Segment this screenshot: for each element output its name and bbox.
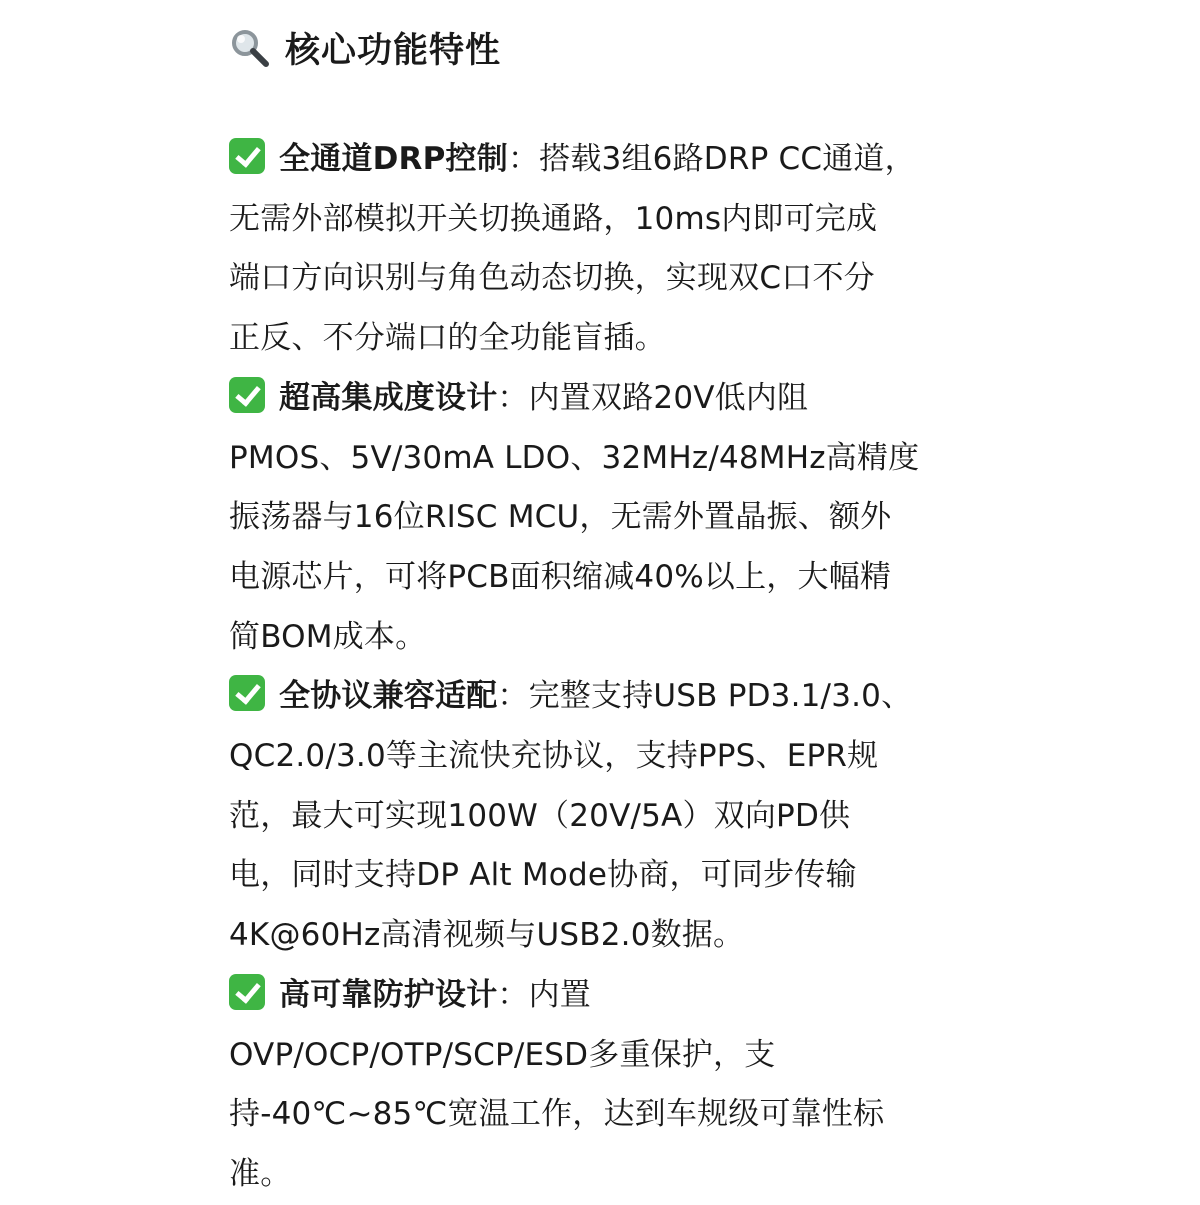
feature-item	[229, 667, 959, 966]
feature-text-line: 范，最大可实现100W（20V/5A）双向PD供	[229, 797, 851, 834]
feature-first-line	[229, 667, 959, 727]
feature-text-line: 简BOM成本。	[229, 618, 427, 655]
feature-first-line	[229, 966, 959, 1026]
check-icon	[229, 974, 265, 1010]
magnifier-icon	[229, 27, 271, 69]
feature-text-line: 持-40℃~85℃宽温工作，达到车规级可靠性标	[229, 1096, 885, 1133]
feature-document	[229, 22, 959, 1205]
feature-text-line: 4K@60Hz高清视频与USB2.0数据。	[229, 917, 745, 954]
feature-title: 全协议兼容适配	[279, 678, 498, 715]
feature-text-line: 搭载3组6路DRP CC通道，	[539, 141, 916, 177]
feature-title: 超高集成度设计	[279, 379, 498, 416]
feature-text-line: 无需外部模拟开关切换通路，10ms内即可完成	[229, 200, 878, 237]
feature-text-line: 完整支持USB PD3.1/3.0、	[528, 678, 913, 715]
feature-text-line: 正反、不分端口的全功能盲插。	[229, 320, 666, 357]
feature-text-line: 准。	[229, 1155, 292, 1192]
feature-text-line: 内置	[528, 976, 592, 1013]
feature-text-line: 端口方向识别与角色动态切换，实现双C口不分	[229, 260, 875, 297]
section-title: 核心功能特性	[285, 31, 502, 71]
feature-separator: ：	[497, 976, 529, 1013]
feature-text-line: 内置双路20V低内阻	[528, 379, 809, 416]
feature-title: 高可靠防护设计	[279, 976, 498, 1013]
section-heading	[229, 22, 959, 74]
check-icon	[229, 138, 265, 174]
feature-text-line: 电源芯片，可将PCB面积缩减40%以上，大幅精	[229, 558, 892, 595]
feature-text-line: OVP/OCP/OTP/SCP/ESD多重保护，支	[229, 1036, 776, 1073]
feature-title: 全通道DRP控制	[279, 141, 508, 177]
feature-text-line: QC2.0/3.0等主流快充协议，支持PPS、EPR规	[229, 738, 879, 775]
feature-text-line: PMOS、5V/30mA LDO、32MHz/48MHz高精度	[229, 439, 920, 476]
feature-separator: ：	[497, 379, 529, 416]
check-icon	[229, 675, 265, 711]
feature-separator: ：	[497, 678, 529, 715]
feature-text-line: 电，同时支持DP Alt Mode协商，可同步传输	[229, 857, 857, 894]
feature-item	[229, 130, 959, 369]
feature-first-line	[229, 130, 959, 190]
feature-text-line: 振荡器与16位RISC MCU，无需外置晶振、额外	[229, 499, 892, 536]
feature-separator: ：	[507, 141, 540, 177]
feature-first-line	[229, 369, 959, 429]
feature-item	[229, 369, 959, 668]
feature-item	[229, 966, 959, 1205]
check-icon	[229, 377, 265, 413]
